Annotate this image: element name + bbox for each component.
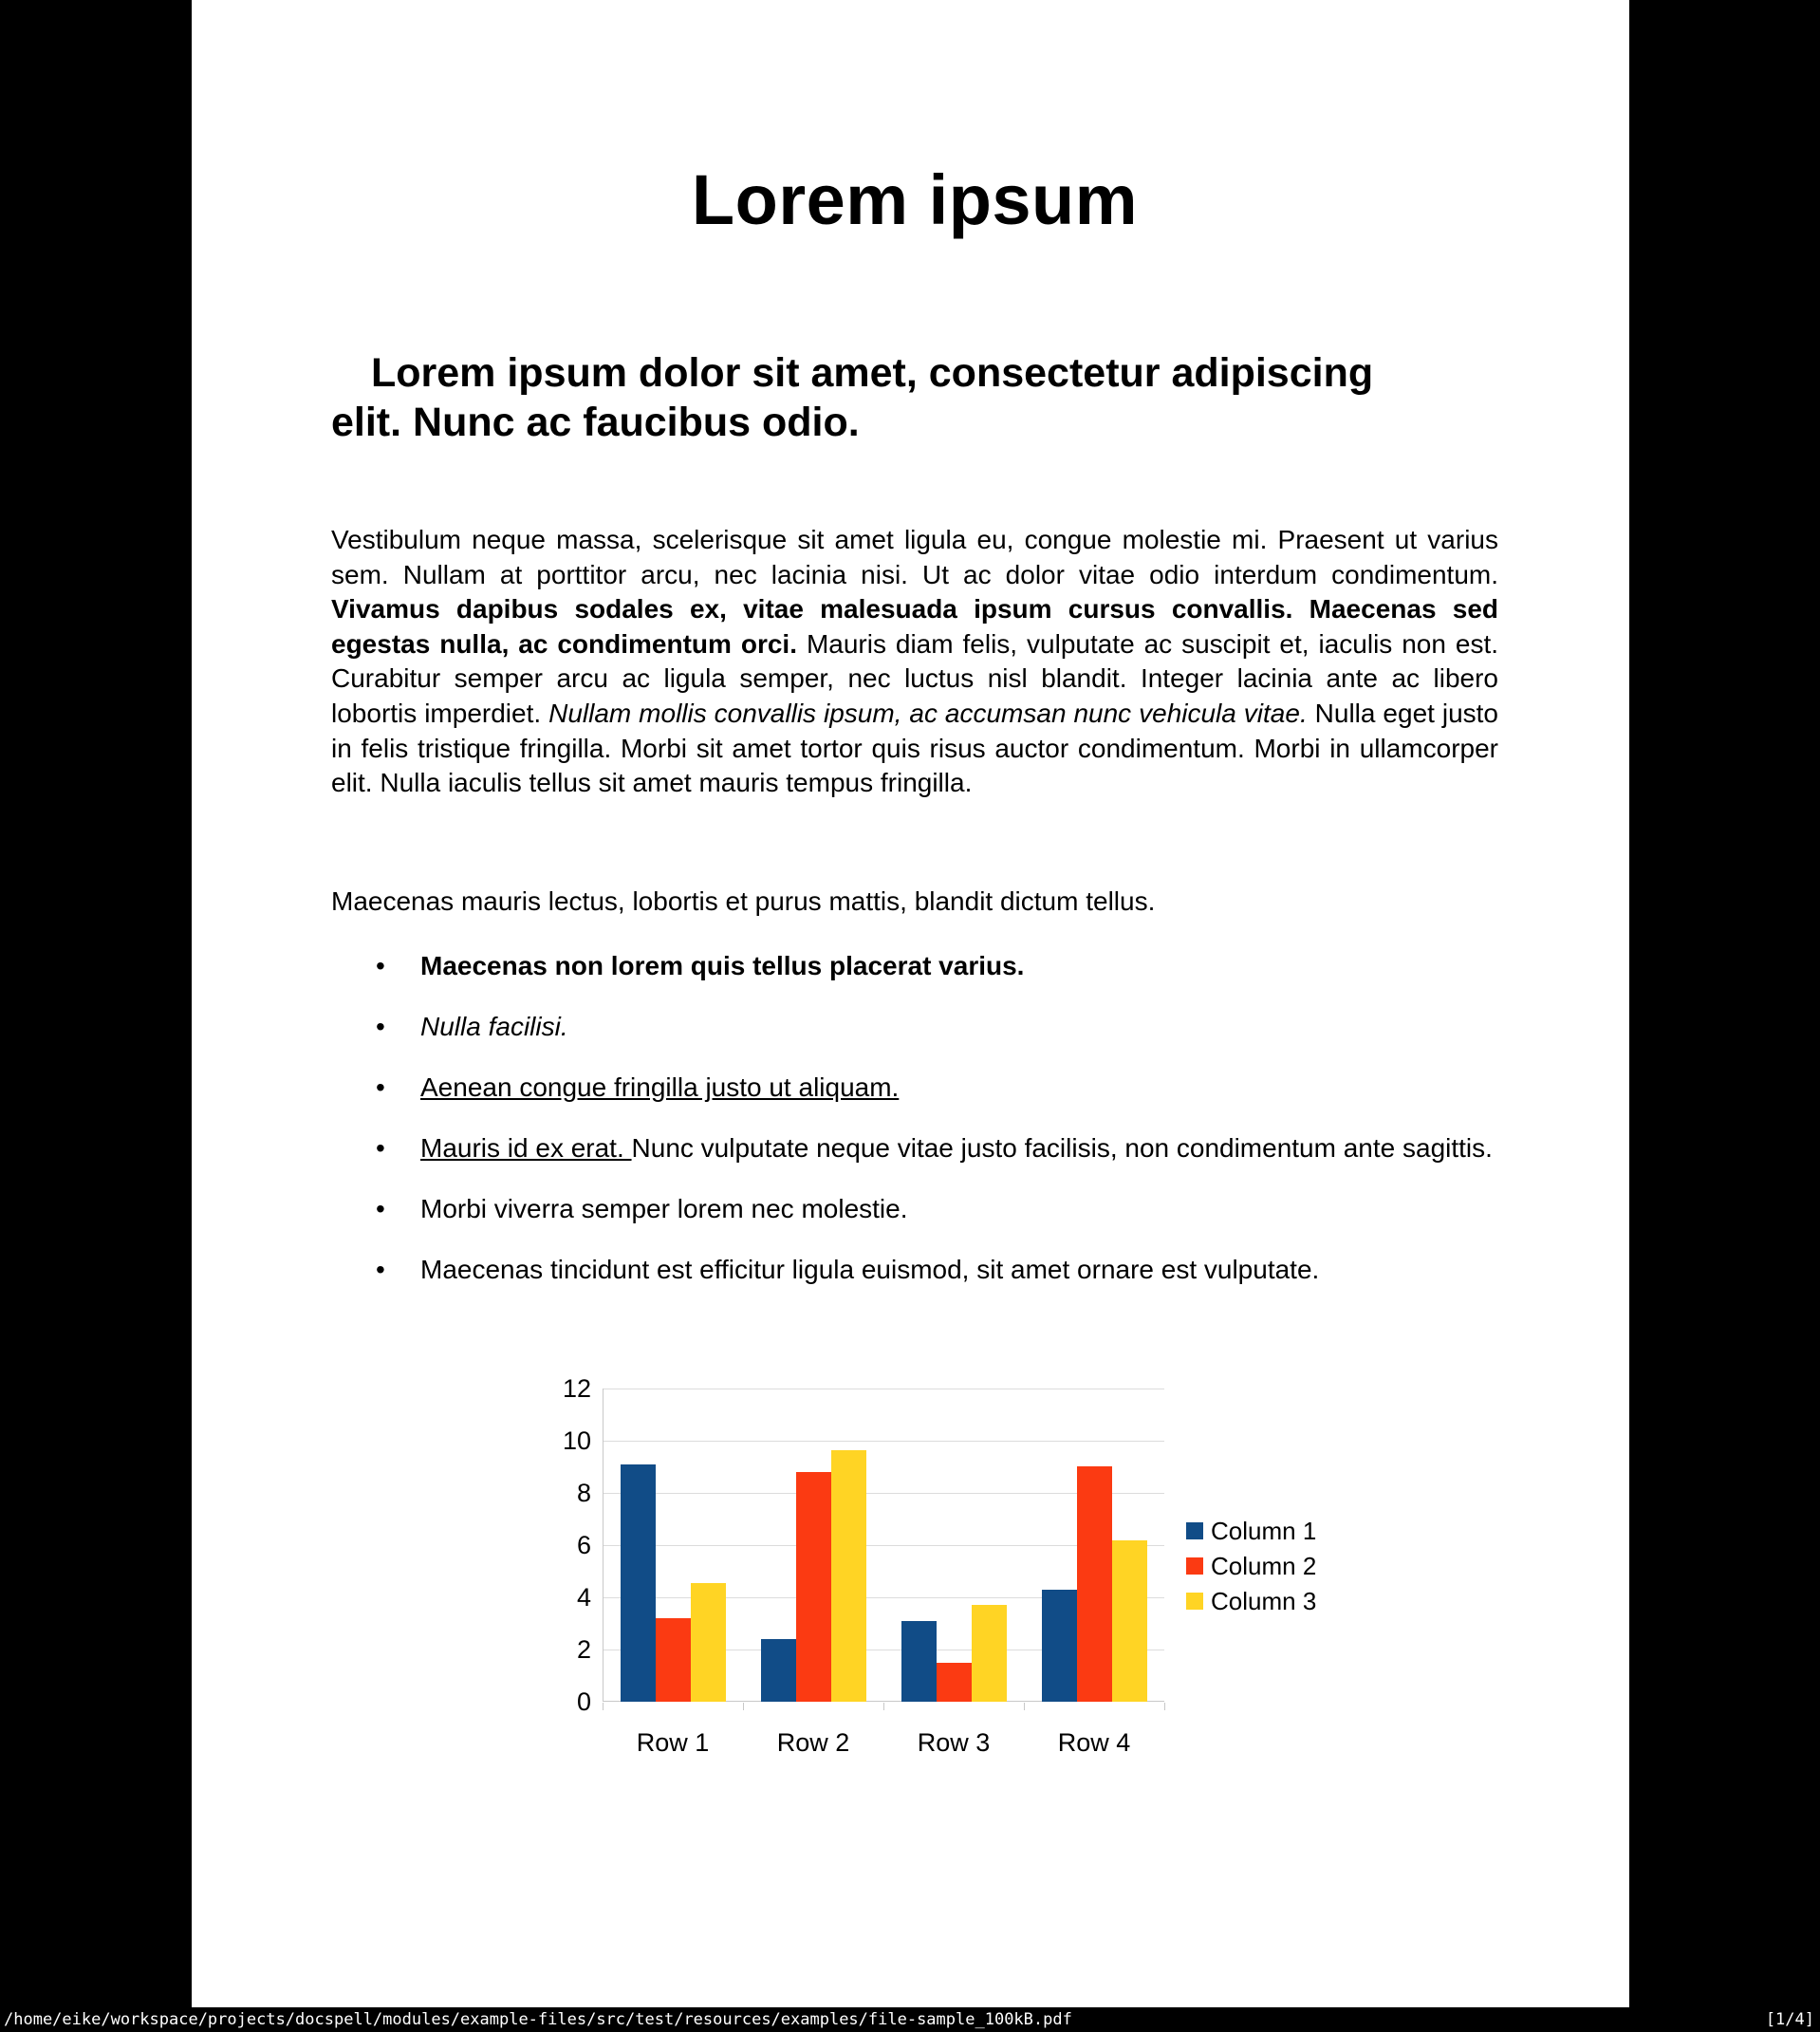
text-run-normal: Morbi viverra semper lorem nec molestie. (420, 1193, 908, 1223)
legend-label: Column 1 (1211, 1517, 1317, 1545)
chart-bar (972, 1605, 1007, 1702)
chart-y-axis-label: 12 (562, 1374, 591, 1403)
list-item (331, 1253, 1498, 1288)
text-run-normal: Nunc vulputate neque vitae justo facilisis, non condimentum ante sagittis. (631, 1132, 1493, 1163)
chart-x-axis-tick (603, 1703, 604, 1710)
text-run-bold: Vivamus dapibus sodales ex, vitae malesuada ipsum cursus convallis. Maecenas sed egestas nulla, ac condimentum orci. (331, 594, 1498, 659)
page-indicator: [1/4] (1765, 2010, 1814, 2029)
text-run-normal: Maecenas tincidunt est efficitur ligula euismod, sit amet ornare est vulputate. (420, 1254, 1320, 1284)
text-run-italic: Nullam mollis convallis ipsum, ac accumsan nunc vehicula vitae. (548, 698, 1315, 728)
chart-y-axis-label: 8 (576, 1479, 591, 1507)
legend-swatch (1186, 1522, 1203, 1539)
list-item (331, 1010, 1498, 1045)
page-title: Lorem ipsum (691, 160, 1139, 239)
chart-x-axis-tick (883, 1703, 884, 1710)
file-path: /home/eike/workspace/projects/docspell/modules/example-files/src/test/resources/examples/file-sample_100kB.pdf (4, 2010, 1072, 2029)
body-paragraph: Maecenas mauris lectus, lobortis et purus mattis, blandit dictum tellus. (331, 886, 1156, 916)
chart-x-axis-label: Row 4 (1057, 1728, 1131, 1757)
chart-y-axis-label: 10 (562, 1426, 591, 1455)
bullet-list (331, 949, 1498, 1314)
chart-y-axis-label: 6 (576, 1531, 591, 1559)
body-paragraph (331, 523, 1498, 801)
list-item (331, 1192, 1498, 1227)
chart-bar (656, 1618, 691, 1702)
chart-y-axis-label: 4 (576, 1583, 591, 1612)
list-item (331, 949, 1498, 984)
chart-bar (621, 1464, 656, 1702)
bar-chart (192, 1367, 1629, 1784)
chart-y-axis-label: 2 (576, 1635, 591, 1664)
list-item (331, 1071, 1498, 1106)
text-run-normal: Nulla eget justo in felis tristique fringilla. Morbi sit amet tortor quis risus auctor condimentum. Morbi in ullamcorper elit. Nulla iaculis tellus sit amet mauris tempus fringilla. (331, 698, 1499, 798)
chart-x-axis-tick (1164, 1703, 1165, 1710)
text-run-underline: Aenean congue fringilla justo ut aliquam. (420, 1072, 900, 1102)
chart-x-axis-label: Row 1 (636, 1728, 710, 1757)
page-subtitle-line: Lorem ipsum dolor sit amet, consectetur adipiscing (371, 350, 1374, 396)
chart-bar (691, 1583, 726, 1702)
chart-x-axis-tick (743, 1703, 744, 1710)
chart-bar (1042, 1590, 1077, 1702)
legend-label: Column 3 (1211, 1587, 1317, 1615)
text-run-italic: Nulla facilisi. (420, 1011, 568, 1041)
statusbar (0, 2007, 1820, 2032)
list-item (331, 1131, 1498, 1166)
document-page[interactable] (192, 0, 1629, 2007)
legend-swatch (1186, 1593, 1203, 1610)
text-run-underline: Mauris id ex erat. (420, 1132, 632, 1163)
text-run-normal: Mauris diam felis, vulputate ac suscipit et, iaculis non est. Curabitur semper arcu ac ligula semper, nec luctus nisl blandit. Integer lacinia ante ac libero lobortis imperdiet. (331, 628, 1499, 728)
chart-bar (761, 1639, 796, 1702)
text-run-bold: Maecenas non lorem quis tellus placerat varius. (420, 951, 1025, 980)
chart-bar (901, 1621, 937, 1702)
chart-bar (1077, 1466, 1112, 1702)
chart-gridline (604, 1441, 1164, 1442)
chart-bar (831, 1450, 866, 1702)
chart-x-axis-label: Row 2 (776, 1728, 850, 1757)
page-subtitle (331, 348, 1498, 447)
page-subtitle-line: elit. Nunc ac faucibus odio. (331, 400, 860, 445)
chart-bar (1112, 1540, 1147, 1703)
chart-bar (796, 1472, 831, 1702)
chart-y-axis-label: 0 (576, 1687, 591, 1716)
chart-x-axis-label: Row 3 (917, 1728, 991, 1757)
chart-bar (937, 1663, 972, 1702)
chart-x-axis-tick (1024, 1703, 1025, 1710)
legend-swatch (1186, 1557, 1203, 1575)
legend-label: Column 2 (1211, 1552, 1317, 1580)
text-run-normal: Vestibulum neque massa, scelerisque sit amet ligula eu, congue molestie mi. Praesent ut varius sem. Nullam at porttitor arcu, nec lacinia nisi. Ut ac dolor vitae odio interdum condimentum. (331, 525, 1498, 589)
